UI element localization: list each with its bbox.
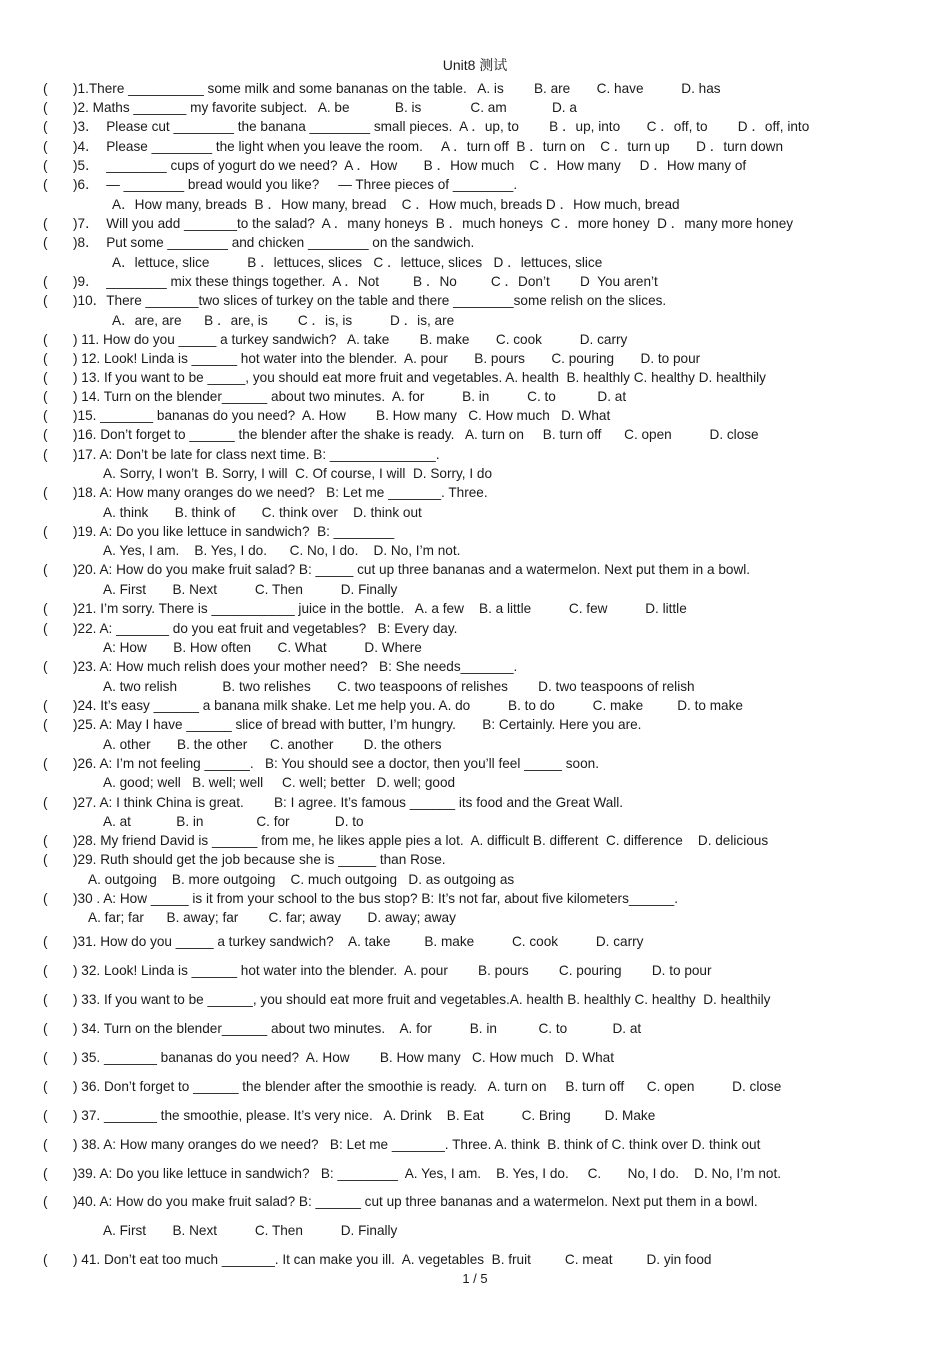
question-line — [0, 755, 950, 773]
question-text: ) 36. Don’t forget to ______ the blender after the smoothie is ready. A. turn on B. turn off C. open D. close — [73, 1079, 782, 1094]
question-line — [0, 350, 950, 368]
answer-paren: ( — [43, 659, 48, 674]
answer-paren: ( — [43, 756, 48, 771]
answer-paren: ( — [43, 158, 48, 173]
question-text: )40. A: How do you make fruit salad? B: ______ cut up three bananas and a watermelon. Next put them in a bowl. — [73, 1194, 758, 1209]
options-text: A．are, are B ．are, is C ．is, is D ．is, are — [112, 313, 455, 328]
question-line — [0, 620, 950, 638]
answer-paren: ( — [43, 370, 48, 385]
question-line — [0, 292, 950, 310]
question-text: ) 41. Don’t eat too much _______. It can make you ill. A. vegetables B. fruit C. meat D. yin food — [73, 1252, 712, 1267]
answer-paren: ( — [43, 351, 48, 366]
answer-paren: ( — [43, 1194, 48, 1209]
answer-paren: ( — [43, 119, 48, 134]
question-line — [0, 600, 950, 618]
question-text: ) 32. Look! Linda is ______ hot water into the blender. A. pour B. pours C. pouring D. to pour — [73, 963, 712, 978]
answer-paren: ( — [43, 934, 48, 949]
options-text: A. Yes, I am. B. Yes, I do. C. No, I do. D. No, I’m not. — [103, 543, 461, 558]
question-text: )20. A: How do you make fruit salad? B: _____ cut up three bananas and a watermelon. Next put them in a bowl. — [73, 562, 751, 577]
answer-paren: ( — [43, 852, 48, 867]
question-line — [0, 138, 950, 156]
question-line — [0, 1049, 950, 1067]
question-text: )26. A: I’m not feeling ______. B: You should see a doctor, then you’ll feel _____ soon. — [73, 756, 599, 771]
answer-paren: ( — [43, 1252, 48, 1267]
options-line — [0, 581, 950, 599]
page-number: 1 / 5 — [462, 1271, 488, 1286]
question-text: )25. A: May I have ______ slice of bread with butter, I’m hungry. B: Certainly. Here you are. — [73, 717, 642, 732]
question-text: ) 13. If you want to be _____, you should eat more fruit and vegetables. A. health B. healthly C. healthy D. healthily — [73, 370, 766, 385]
options-line — [0, 774, 950, 792]
options-line — [0, 254, 950, 272]
answer-paren: ( — [43, 1050, 48, 1065]
question-text: )9． ________ mix these things together. A ．Not B ．No C ．Don’t D You aren’t — [73, 274, 658, 289]
options-line — [0, 678, 950, 696]
answer-paren: ( — [43, 427, 48, 442]
question-line — [0, 369, 950, 387]
question-text: ) 34. Turn on the blender______ about two minutes. A. for B. in C. to D. at — [73, 1021, 642, 1036]
question-text: )21. I’m sorry. There is ___________ juice in the bottle. A. a few B. a little C. few D. little — [73, 601, 687, 616]
question-line — [0, 794, 950, 812]
answer-paren: ( — [43, 332, 48, 347]
answer-paren: ( — [43, 1079, 48, 1094]
answer-paren: ( — [43, 139, 48, 154]
question-text: )22. A: _______ do you eat fruit and vegetables? B: Every day. — [73, 621, 458, 636]
question-line — [0, 1020, 950, 1038]
question-text: )5． ________ cups of yogurt do we need? A ．How B ．How much C ．How many D ．How many of — [73, 158, 747, 173]
question-line — [0, 962, 950, 980]
answer-paren: ( — [43, 1021, 48, 1036]
options-line — [0, 465, 950, 483]
options-text: A. outgoing B. more outgoing C. much outgoing D. as outgoing as — [88, 872, 515, 887]
answer-paren: ( — [43, 1166, 48, 1181]
question-text: ) 14. Turn on the blender______ about two minutes. A. for B. in C. to D. at — [73, 389, 627, 404]
answer-paren: ( — [43, 447, 48, 462]
options-line — [0, 871, 950, 889]
question-line — [0, 832, 950, 850]
question-line — [0, 716, 950, 734]
question-text: )23. A: How much relish does your mother need? B: She needs_______. — [73, 659, 518, 674]
question-text: )6． — ________ bread would you like? — Three pieces of ________. — [73, 177, 518, 192]
question-line — [0, 890, 950, 908]
question-text: )3． Please cut ________ the banana ________ small pieces. A ．up, to B ．up, into C ．off, to D ．off, into — [73, 119, 810, 134]
question-text: )39. A: Do you like lettuce in sandwich? B: ________ A. Yes, I am. B. Yes, I do. C. No, I do. D. No, I’m not. — [73, 1166, 782, 1181]
answer-paren: ( — [43, 293, 48, 308]
question-text: )2. Maths _______ my favorite subject. A. be B. is C. am D. a — [73, 100, 577, 115]
question-text: ) 35. _______ bananas do you need? A. How B. How many C. How much D. What — [73, 1050, 615, 1065]
answer-paren: ( — [43, 795, 48, 810]
options-line — [0, 813, 950, 831]
question-line — [0, 80, 950, 98]
question-text: )10．There _______two slices of turkey on the table and there ________some relish on the slices. — [73, 293, 667, 308]
question-line — [0, 446, 950, 464]
question-text: )31. How do you _____ a turkey sandwich? A. take B. make C. cook D. carry — [73, 934, 644, 949]
answer-paren: ( — [43, 177, 48, 192]
options-text: A. good; well B. well; well C. well; better D. well; good — [103, 775, 456, 790]
question-line — [0, 273, 950, 291]
options-line — [0, 196, 950, 214]
options-text: A. far; far B. away; far C. far; away D. away; away — [88, 910, 456, 925]
question-line — [0, 561, 950, 579]
answer-paren: ( — [43, 408, 48, 423]
page-title: Unit8 测试 — [442, 57, 508, 73]
question-line — [0, 215, 950, 233]
options-line — [0, 909, 950, 927]
answer-paren: ( — [43, 992, 48, 1007]
options-line — [0, 639, 950, 657]
options-text: A．lettuce, slice B ．lettuces, slices C ．lettuce, slices D ．lettuces, slice — [112, 255, 603, 270]
answer-paren: ( — [43, 235, 48, 250]
question-line — [0, 933, 950, 951]
question-line — [0, 331, 950, 349]
answer-paren: ( — [43, 891, 48, 906]
question-line — [0, 118, 950, 136]
options-line — [0, 1222, 950, 1240]
question-line — [0, 851, 950, 869]
answer-paren: ( — [43, 274, 48, 289]
options-text: A. other B. the other C. another D. the others — [103, 737, 442, 752]
question-text: )18. A: How many oranges do we need? B: Let me _______. Three. — [73, 485, 488, 500]
question-text: )29. Ruth should get the job because she is _____ than Rose. — [73, 852, 446, 867]
question-line — [0, 1165, 950, 1183]
question-line — [0, 407, 950, 425]
options-text: A. First B. Next C. Then D. Finally — [103, 582, 398, 597]
question-text: ) 33. If you want to be ______, you should eat more fruit and vegetables.A. health B. healthly C. healthy D. healthily — [73, 992, 771, 1007]
options-text: A. at B. in C. for D. to — [103, 814, 364, 829]
question-text: ) 38. A: How many oranges do we need? B: Let me _______. Three. A. think B. think of C. think over D. think out — [73, 1137, 761, 1152]
question-line — [0, 658, 950, 676]
answer-paren: ( — [43, 1108, 48, 1123]
question-text: )24. It’s easy ______ a banana milk shake. Let me help you. A. do B. to do C. make D. to make — [73, 698, 743, 713]
options-line — [0, 542, 950, 560]
question-text: ) 12. Look! Linda is ______ hot water into the blender. A. pour B. pours C. pouring D. to pour — [73, 351, 701, 366]
answer-paren: ( — [43, 833, 48, 848]
question-text: )30 . A: How _____ is it from your school to the bus stop? B: It’s not far, about five kilometers______. — [73, 891, 679, 906]
question-text: )17. A: Don’t be late for class next time. B: ______________. — [73, 447, 440, 462]
question-line — [0, 1136, 950, 1154]
question-line — [0, 234, 950, 252]
question-text: )27. A: I think China is great. B: I agree. It’s famous ______ its food and the Great Wall. — [73, 795, 624, 810]
answer-paren: ( — [43, 717, 48, 732]
question-text: )16. Don’t forget to ______ the blender after the shake is ready. A. turn on B. turn off C. open D. close — [73, 427, 759, 442]
question-text: )1.There __________ some milk and some bananas on the table. A. is B. are C. have D. has — [73, 81, 721, 96]
answer-paren: ( — [43, 81, 48, 96]
question-text: )4． Please ________ the light when you leave the room. A ．turn off B ．turn on C ．turn up D ．turn down — [73, 139, 784, 154]
answer-paren: ( — [43, 100, 48, 115]
options-text: A．How many, breads B ．How many, bread C ．How much, breads D ．How much, bread — [112, 197, 680, 212]
options-text: A. First B. Next C. Then D. Finally — [103, 1223, 398, 1238]
question-line — [0, 991, 950, 1009]
answer-paren: ( — [43, 1137, 48, 1152]
answer-paren: ( — [43, 485, 48, 500]
answer-paren: ( — [43, 601, 48, 616]
question-line — [0, 484, 950, 502]
question-text: )28. My friend David is ______ from me, he likes apple pies a lot. A. difficult B. different C. difference D. delicious — [73, 833, 769, 848]
question-line — [0, 1078, 950, 1096]
question-line — [0, 1107, 950, 1125]
question-line — [0, 697, 950, 715]
options-text: A. think B. think of C. think over D. think out — [103, 505, 422, 520]
options-text: A. two relish B. two relishes C. two teaspoons of relishes D. two teaspoons of relish — [103, 679, 695, 694]
answer-paren: ( — [43, 621, 48, 636]
options-text: A. Sorry, I won’t B. Sorry, I will C. Of course, I will D. Sorry, I do — [103, 466, 493, 481]
question-line — [0, 176, 950, 194]
answer-paren: ( — [43, 562, 48, 577]
question-text: ) 11. How do you _____ a turkey sandwich? A. take B. make C. cook D. carry — [73, 332, 628, 347]
question-text: )19. A: Do you like lettuce in sandwich? B: ________ — [73, 524, 395, 539]
answer-paren: ( — [43, 698, 48, 713]
question-text: )15. _______ bananas do you need? A. How B. How many C. How much D. What — [73, 408, 611, 423]
answer-paren: ( — [43, 389, 48, 404]
answer-paren: ( — [43, 963, 48, 978]
question-line — [0, 388, 950, 406]
options-line — [0, 312, 950, 330]
question-line — [0, 1193, 950, 1211]
options-line — [0, 736, 950, 754]
options-line — [0, 504, 950, 522]
question-text: )7． Will you add _______to the salad? A ．many honeys B ．much honeys C ．more honey D ．many more honey — [73, 216, 794, 231]
answer-paren: ( — [43, 524, 48, 539]
question-line — [0, 157, 950, 175]
options-text: A: How B. How often C. What D. Where — [103, 640, 422, 655]
question-text: ) 37. _______ the smoothie, please. It’s very nice. A. Drink B. Eat C. Bring D. Make — [73, 1108, 656, 1123]
question-text: )8． Put some ________ and chicken ________ on the sandwich. — [73, 235, 475, 250]
question-line — [0, 99, 950, 117]
question-line — [0, 1251, 950, 1269]
question-line — [0, 523, 950, 541]
question-line — [0, 426, 950, 444]
answer-paren: ( — [43, 216, 48, 231]
